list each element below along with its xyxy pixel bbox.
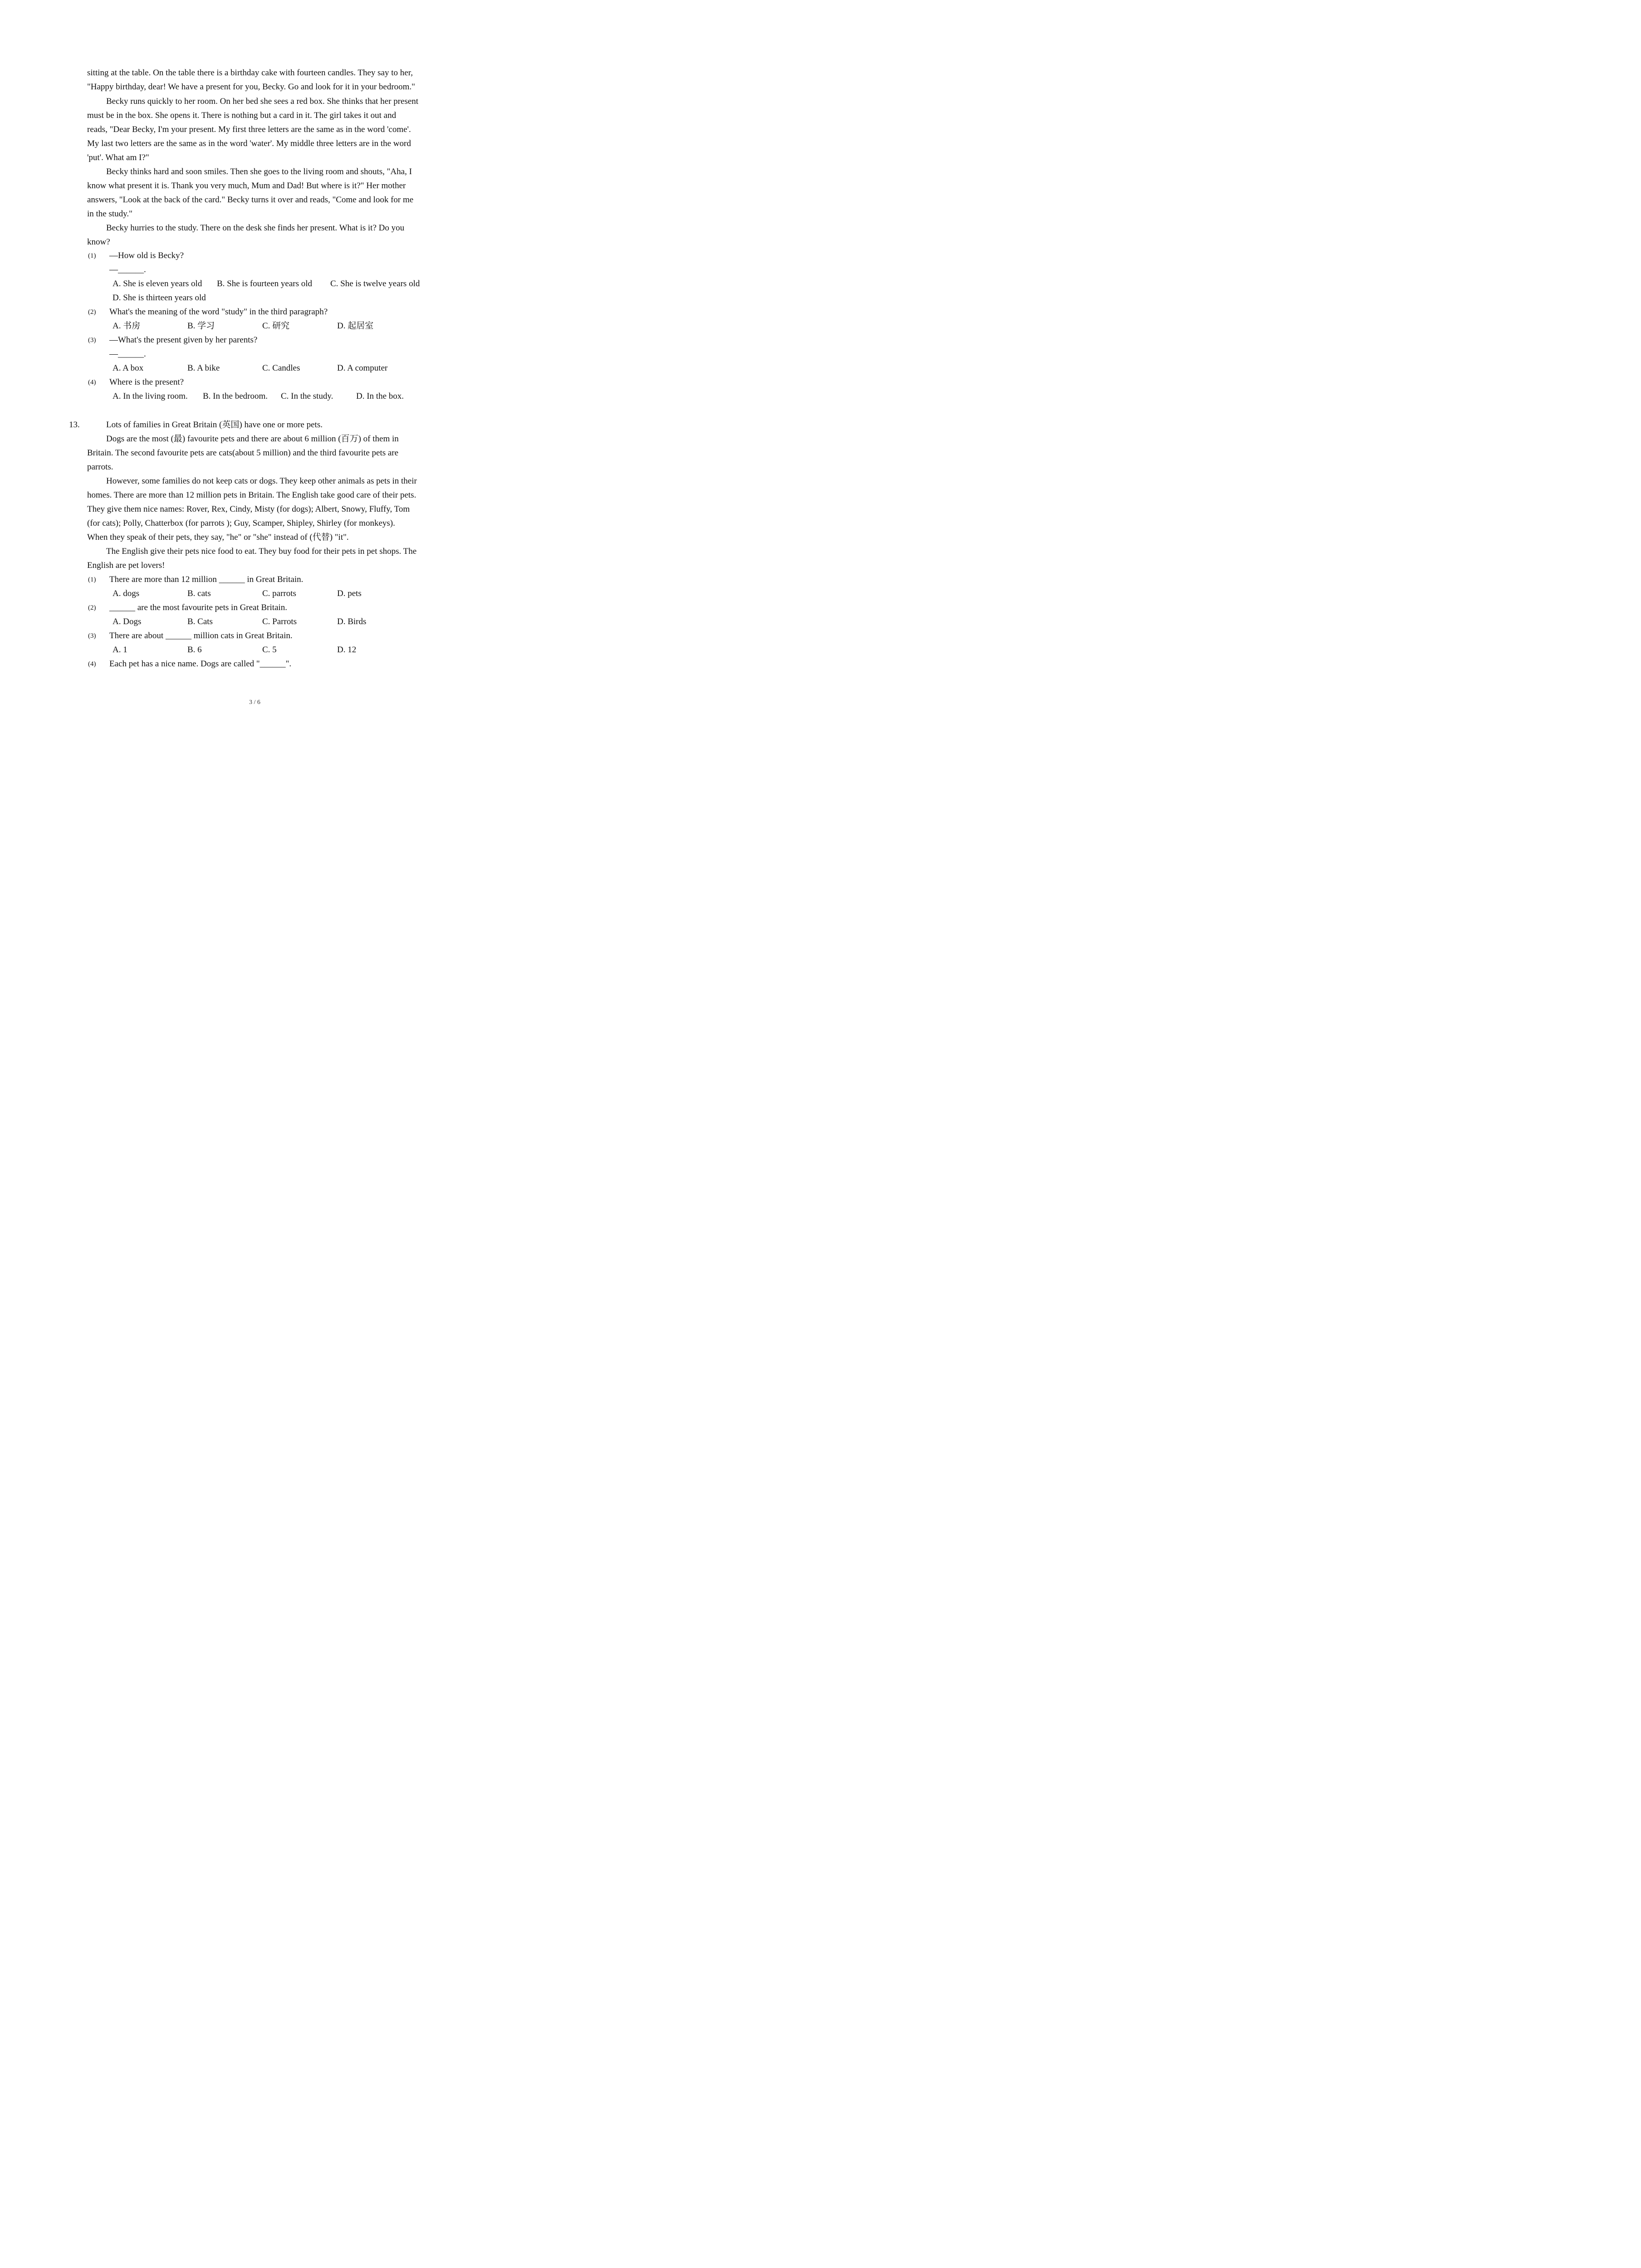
passage-line: However, some families do not keep cats or dogs. They keep other animals as pets in their bbox=[106, 476, 417, 486]
question-number: (3) bbox=[88, 337, 96, 344]
passage-line: know what present it is. Thank you very much, Mum and Dad! But where is it?" Her mother bbox=[87, 181, 406, 191]
option-a[interactable]: A. Dogs bbox=[113, 617, 142, 626]
question-text: Where is the present? bbox=[109, 377, 184, 387]
passage-line: My last two letters are the same as in the word 'water'. My middle three letters are in the word bbox=[87, 139, 411, 148]
passage-line: homes. There are more than 12 million pets in Britain. The English take good care of their pets. bbox=[87, 490, 416, 500]
question-number: (4) bbox=[88, 379, 96, 386]
passage-line: Becky thinks hard and soon smiles. Then she goes to the living room and shouts, "Aha, I bbox=[106, 167, 412, 176]
passage-line: When they speak of their pets, they say, "he" or "she" instead of (代替) "it". bbox=[87, 533, 349, 542]
option-c[interactable]: C. Parrots bbox=[262, 617, 297, 626]
question-text: There are about ______ million cats in Great Britain. bbox=[109, 631, 293, 640]
question-text: There are more than 12 million ______ in Great Britain. bbox=[109, 575, 304, 584]
passage-line: answers, "Look at the back of the card." Becky turns it over and reads, "Come and look for me bbox=[87, 195, 414, 205]
option-c[interactable]: C. In the study. bbox=[281, 391, 333, 401]
answer-blank: —______. bbox=[109, 265, 146, 274]
question-number: (1) bbox=[88, 252, 96, 259]
item-number: 13. bbox=[69, 420, 80, 430]
option-a[interactable]: A. She is eleven years old bbox=[113, 279, 202, 288]
passage-line: (for cats); Polly, Chatterbox (for parrots ); Guy, Scamper, Shipley, Shirley (for monkeys). bbox=[87, 518, 395, 528]
answer-blank: —______. bbox=[109, 349, 146, 359]
option-a[interactable]: A. dogs bbox=[113, 589, 140, 598]
option-c[interactable]: C. parrots bbox=[262, 589, 296, 598]
question-number: (4) bbox=[88, 660, 96, 668]
option-a[interactable]: A. A box bbox=[113, 363, 144, 373]
option-c[interactable]: C. She is twelve years old bbox=[330, 279, 420, 288]
passage-line: Dogs are the most (最) favourite pets and there are about 6 million (百万) of them in bbox=[106, 434, 399, 444]
passage-line: Lots of families in Great Britain (英国) have one or more pets. bbox=[106, 420, 323, 430]
option-b[interactable]: B. Cats bbox=[187, 617, 213, 626]
question-text: ______ are the most favourite pets in Great Britain. bbox=[109, 603, 288, 612]
question-text: —What's the present given by her parents? bbox=[109, 335, 258, 345]
option-b[interactable]: B. 6 bbox=[187, 645, 202, 655]
option-d[interactable]: D. 起居室 bbox=[337, 321, 374, 331]
option-b[interactable]: B. A bike bbox=[187, 363, 220, 373]
page-number: 3 / 6 bbox=[249, 699, 260, 706]
question-number: (1) bbox=[88, 576, 96, 583]
option-b[interactable]: B. She is fourteen years old bbox=[217, 279, 313, 288]
passage-line: English are pet lovers! bbox=[87, 561, 165, 570]
question-text: Each pet has a nice name. Dogs are called "______". bbox=[109, 659, 292, 669]
option-c[interactable]: C. Candles bbox=[262, 363, 300, 373]
passage-line: know? bbox=[87, 237, 110, 247]
passage-line: 'put'. What am I?" bbox=[87, 153, 149, 162]
question-number: (3) bbox=[88, 632, 96, 640]
question-number: (2) bbox=[88, 604, 96, 611]
option-d[interactable]: D. pets bbox=[337, 589, 362, 598]
passage-line: reads, "Dear Becky, I'm your present. My first three letters are the same as in the word 'come'. bbox=[87, 125, 411, 134]
passage-line: parrots. bbox=[87, 462, 113, 472]
question-number: (2) bbox=[88, 308, 96, 316]
passage-line: Britain. The second favourite pets are cats(about 5 million) and the third favourite pets are bbox=[87, 448, 399, 458]
option-b[interactable]: B. In the bedroom. bbox=[203, 391, 268, 401]
option-d[interactable]: D. She is thirteen years old bbox=[113, 293, 206, 303]
passage-line: Becky runs quickly to her room. On her bed she sees a red box. She thinks that her present bbox=[106, 97, 419, 106]
option-a[interactable]: A. 1 bbox=[113, 645, 127, 655]
passage-line: sitting at the table. On the table there is a birthday cake with fourteen candles. They say to her, bbox=[87, 68, 413, 78]
passage-line: "Happy birthday, dear! We have a present for you, Becky. Go and look for it in your bedroom." bbox=[87, 82, 415, 92]
option-d[interactable]: D. A computer bbox=[337, 363, 388, 373]
option-d[interactable]: D. In the box. bbox=[356, 391, 404, 401]
option-b[interactable]: B. cats bbox=[187, 589, 211, 598]
passage-line: must be in the box. She opens it. There is nothing but a card in it. The girl takes it out and bbox=[87, 111, 397, 120]
document-page bbox=[0, 0, 509, 720]
option-c[interactable]: C. 研究 bbox=[262, 321, 290, 331]
passage-line: Becky hurries to the study. There on the desk she finds her present. What is it? Do you bbox=[106, 223, 405, 233]
passage-line: in the study." bbox=[87, 209, 132, 219]
option-d[interactable]: D. Birds bbox=[337, 617, 367, 626]
question-text: What's the meaning of the word "study" in the third paragraph? bbox=[109, 307, 328, 317]
option-c[interactable]: C. 5 bbox=[262, 645, 277, 655]
option-d[interactable]: D. 12 bbox=[337, 645, 357, 655]
passage-line: The English give their pets nice food to eat. They buy food for their pets in pet shops. The bbox=[106, 547, 417, 556]
option-a[interactable]: A. In the living room. bbox=[113, 391, 188, 401]
passage-line: They give them nice names: Rover, Rex, Cindy, Misty (for dogs); Albert, Snowy, Fluffy, Tom bbox=[87, 504, 410, 514]
question-text: —How old is Becky? bbox=[109, 251, 184, 260]
option-b[interactable]: B. 学习 bbox=[187, 321, 215, 331]
option-a[interactable]: A. 书房 bbox=[113, 321, 141, 331]
